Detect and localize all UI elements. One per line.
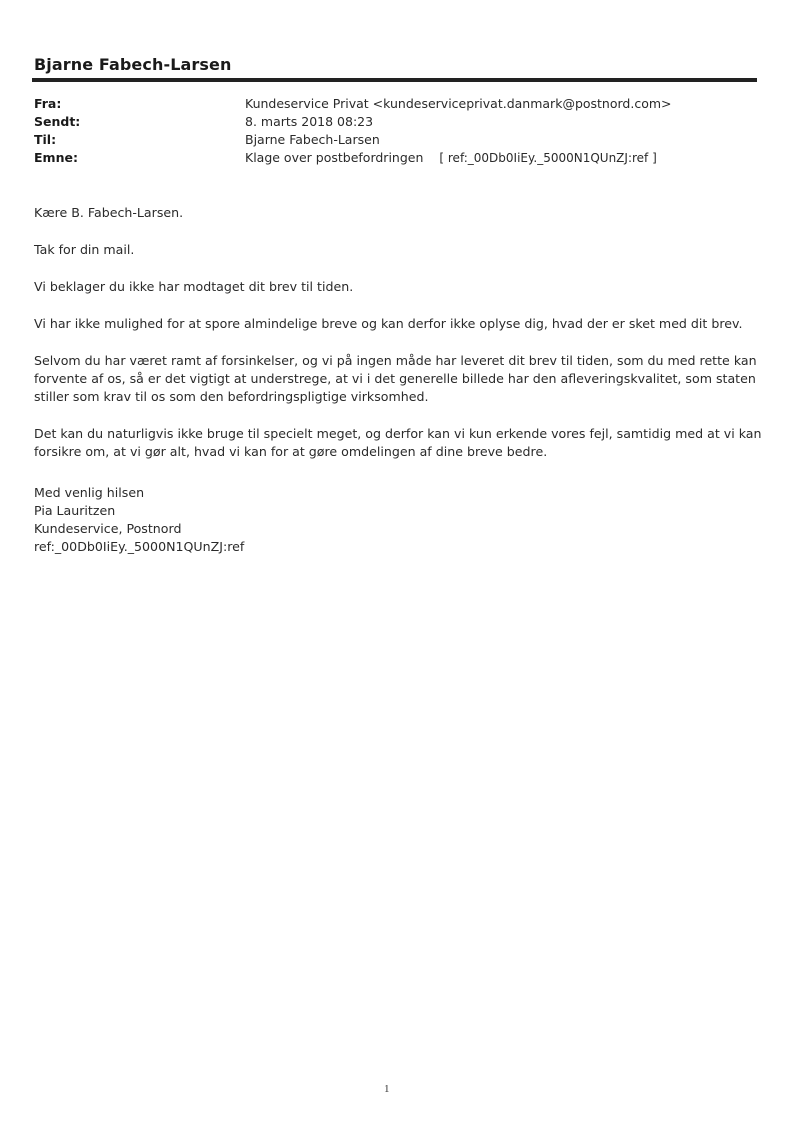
- signature-department: Kundeservice, Postnord: [34, 521, 182, 536]
- from-value: Kundeservice Privat <kundeserviceprivat.danmark@postnord.com>: [245, 96, 672, 111]
- signature-ref: ref:_00Db0IiEy._5000N1QUnZJ:ref: [34, 539, 245, 554]
- body-paragraph-5-line-2: forsikre om, at vi gør alt, hvad vi kan for at gøre omdelingen af dine breve bedre.: [34, 444, 548, 459]
- signature-name: Pia Lauritzen: [34, 503, 116, 518]
- subject-ref: [ ref:_00Db0IiEy._5000N1QUnZJ:ref ]: [439, 151, 657, 165]
- to-value: Bjarne Fabech-Larsen: [245, 132, 380, 147]
- body-paragraph-4-line-2: forvente af os, så er det vigtigt at understrege, at vi i det generelle billede har den afleveringskvalitet, som staten: [34, 371, 756, 386]
- to-label: Til:: [34, 132, 57, 147]
- meta-row-to: [34, 131, 734, 149]
- body-paragraph-4-line-1: Selvom du har været ramt af forsinkelser, og vi på ingen måde har leveret dit brev til tiden, som du med rette kan: [34, 353, 757, 368]
- subject-value: [245, 149, 657, 167]
- page-number: 1: [384, 1083, 390, 1095]
- meta-row-from: [34, 95, 734, 113]
- body-paragraph-4-line-3: stiller som krav til os som den befordringspligtige virksomhed.: [34, 389, 429, 404]
- body-paragraph-4: [34, 352, 757, 406]
- body-paragraph-1: Tak for din mail.: [34, 242, 135, 257]
- body-paragraph-3: Vi har ikke mulighed for at spore almindelige breve og kan derfor ikke oplyse dig, hvad der er sket med dit brev.: [34, 316, 743, 331]
- meta-row-sent: [34, 113, 734, 131]
- sent-label: Sendt:: [34, 114, 81, 129]
- body-paragraph-5: [34, 425, 762, 461]
- body-paragraph-5-line-1: Det kan du naturligvis ikke bruge til specielt meget, og derfor kan vi kun erkende vores fejl, samtidig med at vi kan: [34, 426, 762, 441]
- header-divider: [32, 78, 757, 82]
- subject-label: Emne:: [34, 150, 78, 165]
- email-body: [34, 204, 762, 480]
- signature-block: [34, 484, 244, 556]
- body-paragraph-2: Vi beklager du ikke har modtaget dit brev til tiden.: [34, 279, 354, 294]
- sender-name-heading: Bjarne Fabech-Larsen: [34, 55, 232, 74]
- email-meta-block: [34, 95, 734, 167]
- from-label: Fra:: [34, 96, 62, 111]
- meta-row-subject: [34, 149, 734, 167]
- sent-value: 8. marts 2018 08:23: [245, 114, 374, 129]
- signature-closing: Med venlig hilsen: [34, 485, 145, 500]
- subject-text: Klage over postbefordringen: [245, 150, 424, 165]
- greeting: Kære B. Fabech-Larsen.: [34, 205, 184, 220]
